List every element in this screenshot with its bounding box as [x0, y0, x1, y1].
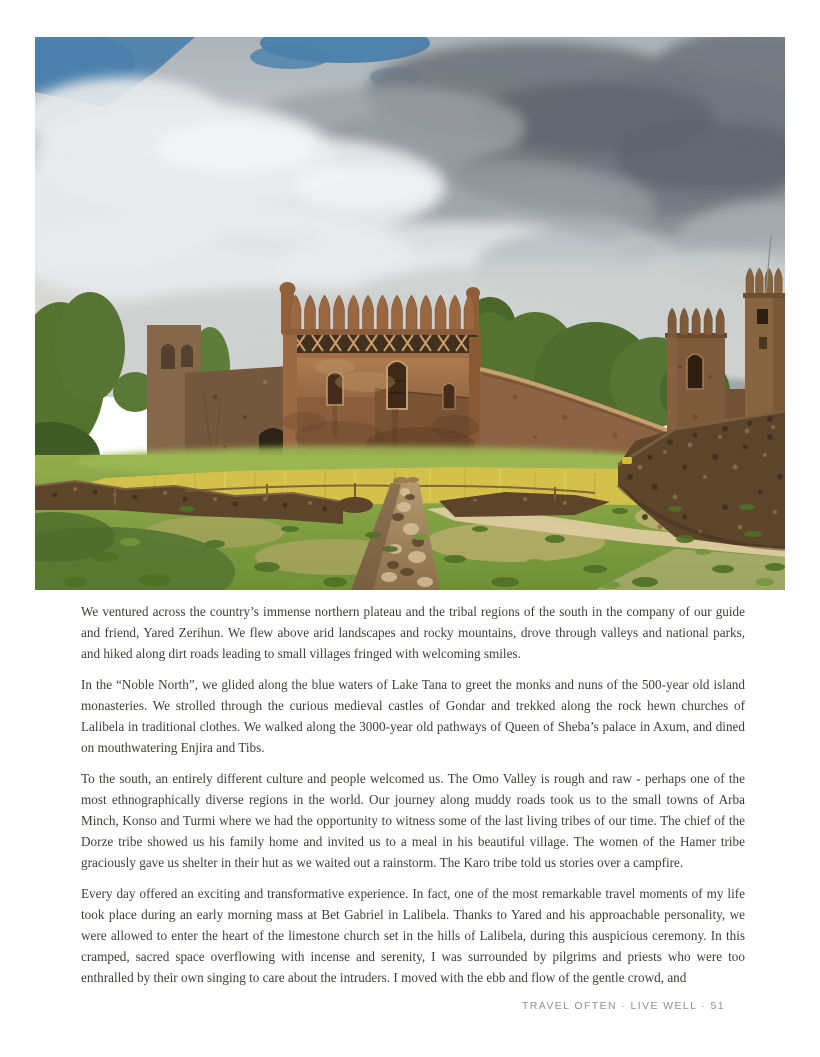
castle-photo	[35, 37, 785, 590]
article-text	[81, 601, 745, 998]
page-footer	[522, 1000, 725, 1012]
main-castle	[280, 282, 482, 463]
footer-tagline: TRAVEL OFTEN · LIVE WELL · 51	[521, 1000, 725, 1012]
castle-photo-illustration	[35, 37, 785, 590]
paragraph-4: Every day offered an exciting and transformative experience. In fact, one of the most remarkable travel moments of my life took place during an early morning mass at Bet Gabriel in Lalibela. Thanks to Yared and his approachable personality, we were allowed to enter the heart of the limestone church set in the hills of Lalibela, during this auspicious ceremony. In this cramped, sacred space overflowing with incense and serenity, I was surrounded by pilgrims and priests who were too enthralled by their own singing to care about the intruders. I moved with the ebb and flow of the gentle crowd, and	[81, 886, 745, 985]
paragraph-1: We ventured across the country’s immense northern plateau and the tribal regions of the south in the company of our guide and friend, Yared Zerihun. We flew above arid landscapes and rocky mountains, drove through valleys and national parks, and hiked along dirt roads leading to small villages fringed with welcoming smiles.	[81, 604, 745, 661]
paragraph-2: In the “Noble North”, we glided along the blue waters of Lake Tana to greet the monks and nuns of the 500-year old island monasteries. We strolled through the curious medieval castles of Gondar and trekked along the rock hewn churches of Lalibela in traditional clothes. We walked along the 3000-year old pathways of Queen of Sheba’s palace in Axum, and dined on mouthwatering Enjira and Tibs.	[81, 677, 745, 755]
paragraph-3: To the south, an entirely different culture and people welcomed us. The Omo Valley is rough and raw - perhaps one of the most ethnographically diverse regions in the world. Our journey along muddy roads took us to the small towns of Arba Minch, Konso and Turmi where we had the opportunity to witness some of the last living tribes of our time. The chief of the Dorze tribe showed us his family home and invited us to a meal in his beautiful village. The women of the Hamer tribe graciously gave us shelter in their hut as we waited out a rainstorm. The Karo tribe told us stories over a campfire.	[81, 771, 745, 870]
